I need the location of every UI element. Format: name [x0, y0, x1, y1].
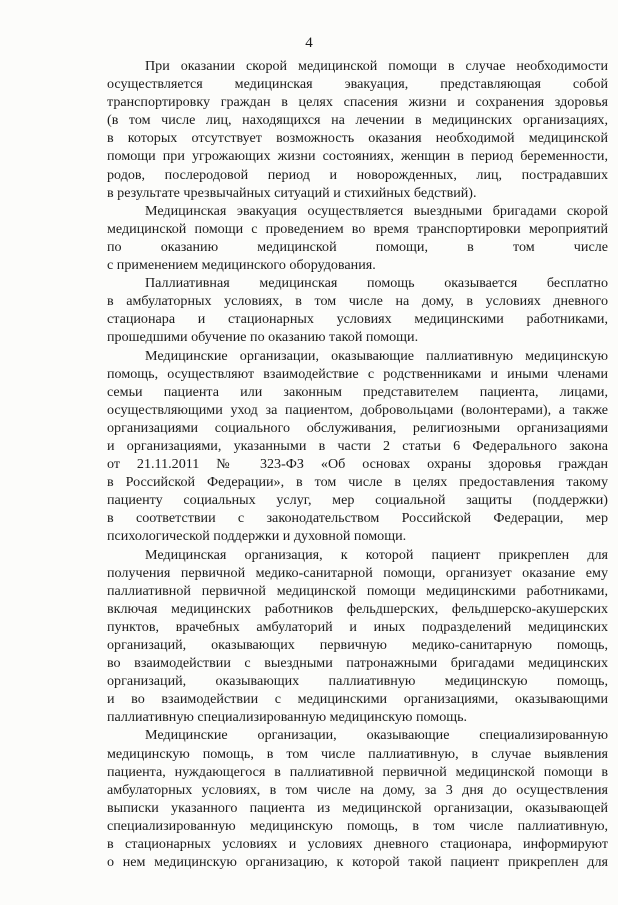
- text-line: семьи пациента или законным представителем пациента, лицами,: [107, 383, 608, 400]
- text-line: Медицинские организации, оказывающие специализированную: [145, 727, 608, 744]
- text-line: медицинской помощи с проведением во время транспортировки мероприятий: [107, 220, 608, 237]
- text-line: психологической поддержки и духовной помощи.: [107, 528, 407, 545]
- text-line: стационара и стационарных условиях медицинскими работниками,: [107, 311, 608, 328]
- text-line: При оказании скорой медицинской помощи в случае необходимости: [145, 58, 608, 74]
- text-line: в которых отсутствует возможность оказания необходимой медицинской: [107, 130, 608, 147]
- text-line: и организациями, указанными в части 2 статьи 6 Федерального закона: [107, 437, 608, 454]
- text-line: по оказанию медицинской помощи, в том числе: [107, 238, 608, 255]
- text-line: паллиативную специализированную медицинскую помощь.: [107, 709, 468, 726]
- page-number: 4: [305, 35, 313, 51]
- text-line: осуществляется медицинская эвакуация, представляющая собой: [107, 76, 608, 93]
- text-line: пунктов, врачебных амбулаторий и иных подразделений медицинских: [107, 618, 608, 635]
- text-line: пациента, нуждающегося в паллиативной первичной медицинской помощи в: [107, 763, 608, 780]
- text-line: помощи при угрожающих жизни состояниях, женщин в период беременности,: [107, 148, 608, 165]
- text-line: прошедшими обучение по оказанию такой помощи.: [107, 329, 419, 346]
- text-line: в результате чрезвычайных ситуаций и стихийных бедствий).: [107, 184, 477, 201]
- text-line: организаций, оказывающих паллиативную медицинскую помощь,: [107, 673, 608, 690]
- document-body: [107, 57, 608, 871]
- text-line: получения первичной медико-санитарной помощи, организует оказание ему: [107, 564, 608, 581]
- text-line: паллиативной первичной медицинской помощи медицинскими работниками,: [107, 582, 608, 599]
- text-line: специализированную медицинскую помощь, в том числе паллиативную,: [107, 817, 608, 834]
- paragraph: [107, 726, 608, 871]
- paragraph: [107, 347, 608, 546]
- paragraph: [107, 57, 608, 202]
- text-line: организациями социального обслуживания, религиозными организациями: [107, 419, 608, 436]
- text-line: амбулаторных условиях, в том числе на дому, за 3 дня до осуществления: [107, 781, 608, 798]
- paragraph: [107, 202, 608, 274]
- text-line: в амбулаторных условиях, в том числе на дому, в условиях дневного: [107, 293, 608, 310]
- text-line: осуществляющими уход за пациентом, добровольцами (волонтерами), а также: [107, 401, 608, 418]
- text-line: помощь, осуществляют взаимодействие с родственниками и иными членами: [107, 365, 608, 382]
- text-line: Медицинская организация, к которой пациент прикреплен для: [145, 546, 608, 563]
- text-line: Паллиативная медицинская помощь оказывается бесплатно: [145, 275, 608, 292]
- text-line: транспортировку граждан в целях спасения жизни и сохранения здоровья: [107, 94, 608, 111]
- text-line: в Российской Федерации», в том числе в целях предоставления такому: [107, 474, 608, 491]
- text-line: организаций, оказывающих первичную медико-санитарную помощь,: [107, 637, 608, 653]
- text-line: с применением медицинского оборудования.: [107, 257, 376, 274]
- text-line: (в том числе лиц, находящихся на лечении в медицинских организациях,: [107, 112, 608, 129]
- text-line: в стационарных условиях и условиях дневного стационара, информируют: [107, 836, 608, 853]
- paragraph: [107, 546, 608, 727]
- text-line: Медицинские организации, оказывающие паллиативную медицинскую: [145, 347, 608, 364]
- text-line: и во взаимодействии с медицинскими организациями, оказывающими: [107, 691, 608, 708]
- text-line: включая медицинских работников фельдшерских, фельдшерско-акушерских: [107, 600, 608, 617]
- text-line: пациенту социальных услуг, мер социальной защиты (поддержки): [107, 492, 608, 509]
- text-line: Медицинская эвакуация осуществляется выездными бригадами скорой: [145, 202, 608, 219]
- text-line: родов, послеродовой период и новорожденных, лиц, пострадавших: [107, 166, 608, 183]
- paragraph: [107, 274, 608, 346]
- text-line: медицинскую помощь, в том числе паллиативную, в случае выявления: [107, 745, 608, 762]
- text-line: выписки указанного пациента из медицинской организации, оказывающей: [107, 799, 608, 816]
- text-line: во взаимодействии с выездными патронажными бригадами медицинских: [107, 655, 608, 672]
- text-line: в соответствии с законодательством Российской Федерации, мер: [107, 510, 608, 527]
- text-line: от 21.11.2011 № 323-ФЗ «Об основах охраны здоровья граждан: [107, 456, 608, 473]
- text-line: о нем медицинскую организацию, к которой такой пациент прикреплен для: [107, 854, 608, 871]
